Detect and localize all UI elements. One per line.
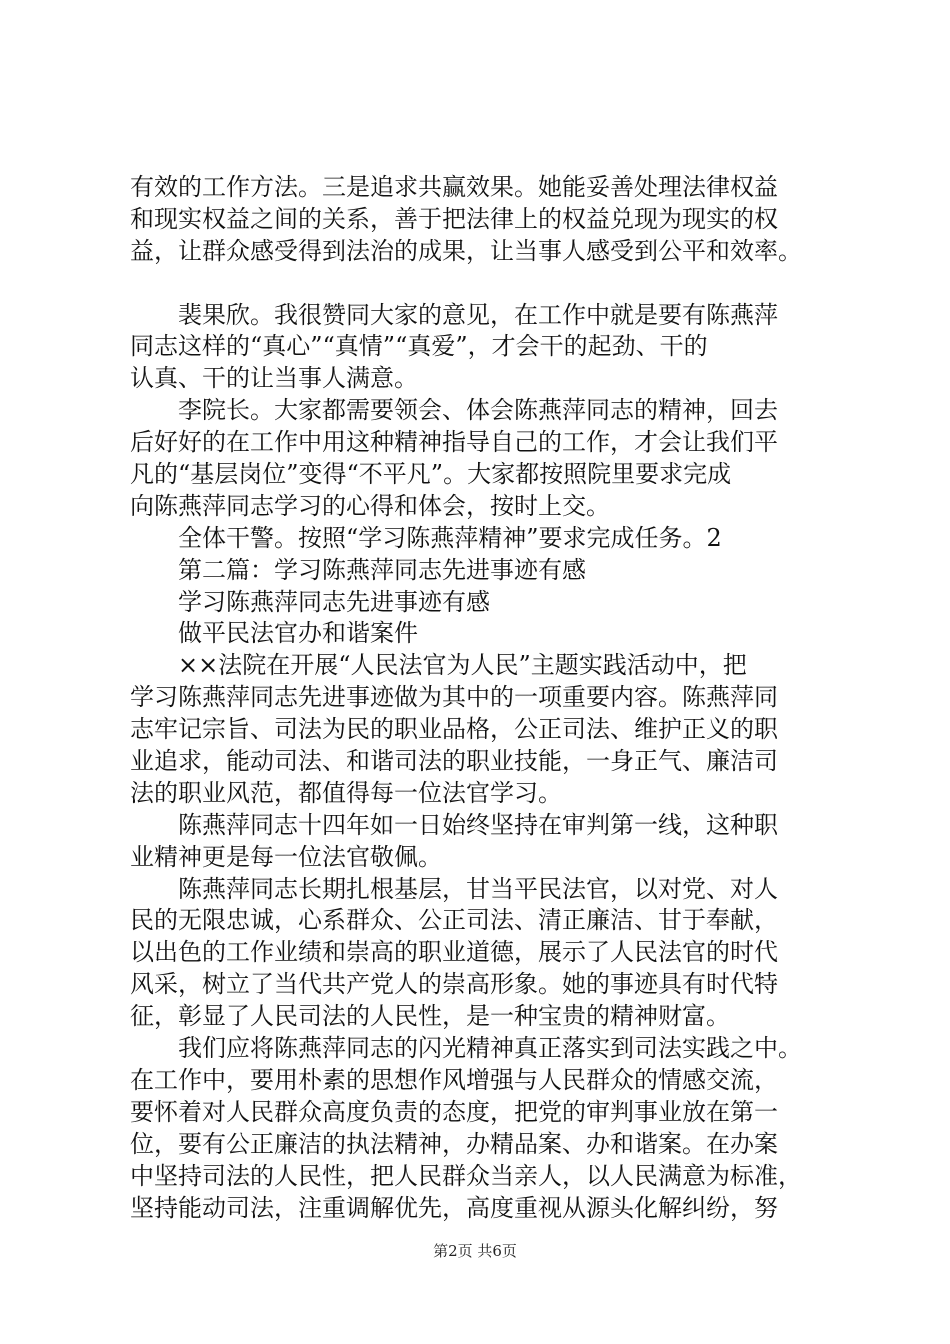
text-line: ××法院在开展“人民法官为人民”主题实践活动中，把 <box>130 651 747 680</box>
text-line: 志牢记宗旨、司法为民的职业品格，公正司法、维护正义的职 <box>130 715 778 744</box>
text-line: 全体干警。按照“学习陈燕萍精神”要求完成任务。2 <box>130 523 722 552</box>
text-line: 李院长。大家都需要领会、体会陈燕萍同志的精神，回去 <box>130 396 778 425</box>
article-title: 学习陈燕萍同志先进事迹有感 <box>130 587 490 616</box>
text-line: 有效的工作方法。三是追求共赢效果。她能妥善处理法律权益 <box>130 173 778 201</box>
page-number: 第2页 共6页 <box>433 1242 517 1260</box>
text-line: 业追求，能动司法、和谐司法的职业技能，一身正气、廉洁司 <box>130 747 778 776</box>
document-body <box>130 172 850 1224</box>
text-line: 在工作中，要用朴素的思想作风增强与人民群众的情感交流， <box>130 1065 778 1094</box>
text-line: 法的职业风范，都值得每一位法官学习。 <box>130 778 562 807</box>
text-line: 裴果欣。我很赞同大家的意见，在工作中就是要有陈燕萍 <box>130 300 778 329</box>
text-line: 凡的“基层岗位”变得“不平凡”。大家都按照院里要求完成 <box>130 460 732 489</box>
text-line: 学习陈燕萍同志先进事迹做为其中的一项重要内容。陈燕萍同 <box>130 683 778 712</box>
text-line: 陈燕萍同志长期扎根基层，甘当平民法官，以对党、对人 <box>130 874 778 903</box>
text-line: 同志这样的“真心”“真情”“真爱”，才会干的起劲、干的 <box>130 332 708 361</box>
text-line: 征，彰显了人民司法的人民性，是一种宝贵的精神财富。 <box>130 1002 730 1031</box>
text-line: 坚持能动司法，注重调解优先，高度重视从源头化解纠纷，努 <box>130 1193 778 1222</box>
text-line: 中坚持司法的人民性，把人民群众当亲人，以人民满意为标准， <box>130 1161 802 1190</box>
text-line: 陈燕萍同志十四年如一日始终坚持在审判第一线，这种职 <box>130 810 778 839</box>
text-line: 后好好的在工作中用这种精神指导自己的工作，才会让我们平 <box>130 428 778 457</box>
text-line: 风采，树立了当代共产党人的崇高形象。她的事迹具有时代特 <box>130 970 778 999</box>
paragraph-gap <box>130 268 850 300</box>
text-line: 要怀着对人民群众高度负责的态度，把党的审判事业放在第一 <box>130 1097 778 1126</box>
text-line: 认真、干的让当事人满意。 <box>130 364 418 393</box>
section-heading: 第二篇：学习陈燕萍同志先进事迹有感 <box>130 555 586 584</box>
text-line: 业精神更是每一位法官敬佩。 <box>130 842 442 871</box>
text-line: 民的无限忠诚，心系群众、公正司法、清正廉洁、甘于奉献， <box>130 906 778 935</box>
text-line: 我们应将陈燕萍同志的闪光精神真正落实到司法实践之中。 <box>130 1034 802 1063</box>
text-line: 和现实权益之间的关系，善于把法律上的权益兑现为现实的权 <box>130 204 778 233</box>
text-line: 向陈燕萍同志学习的心得和体会，按时上交。 <box>130 491 610 520</box>
text-line: 位，要有公正廉洁的执法精神，办精品案、办和谐案。在办案 <box>130 1129 778 1158</box>
text-line: 以出色的工作业绩和崇高的职业道德，展示了人民法官的时代 <box>130 938 778 967</box>
article-subtitle: 做平民法官办和谐案件 <box>130 619 418 648</box>
text-line: 益，让群众感受得到法治的成果，让当事人感受到公平和效率。 <box>130 236 802 265</box>
